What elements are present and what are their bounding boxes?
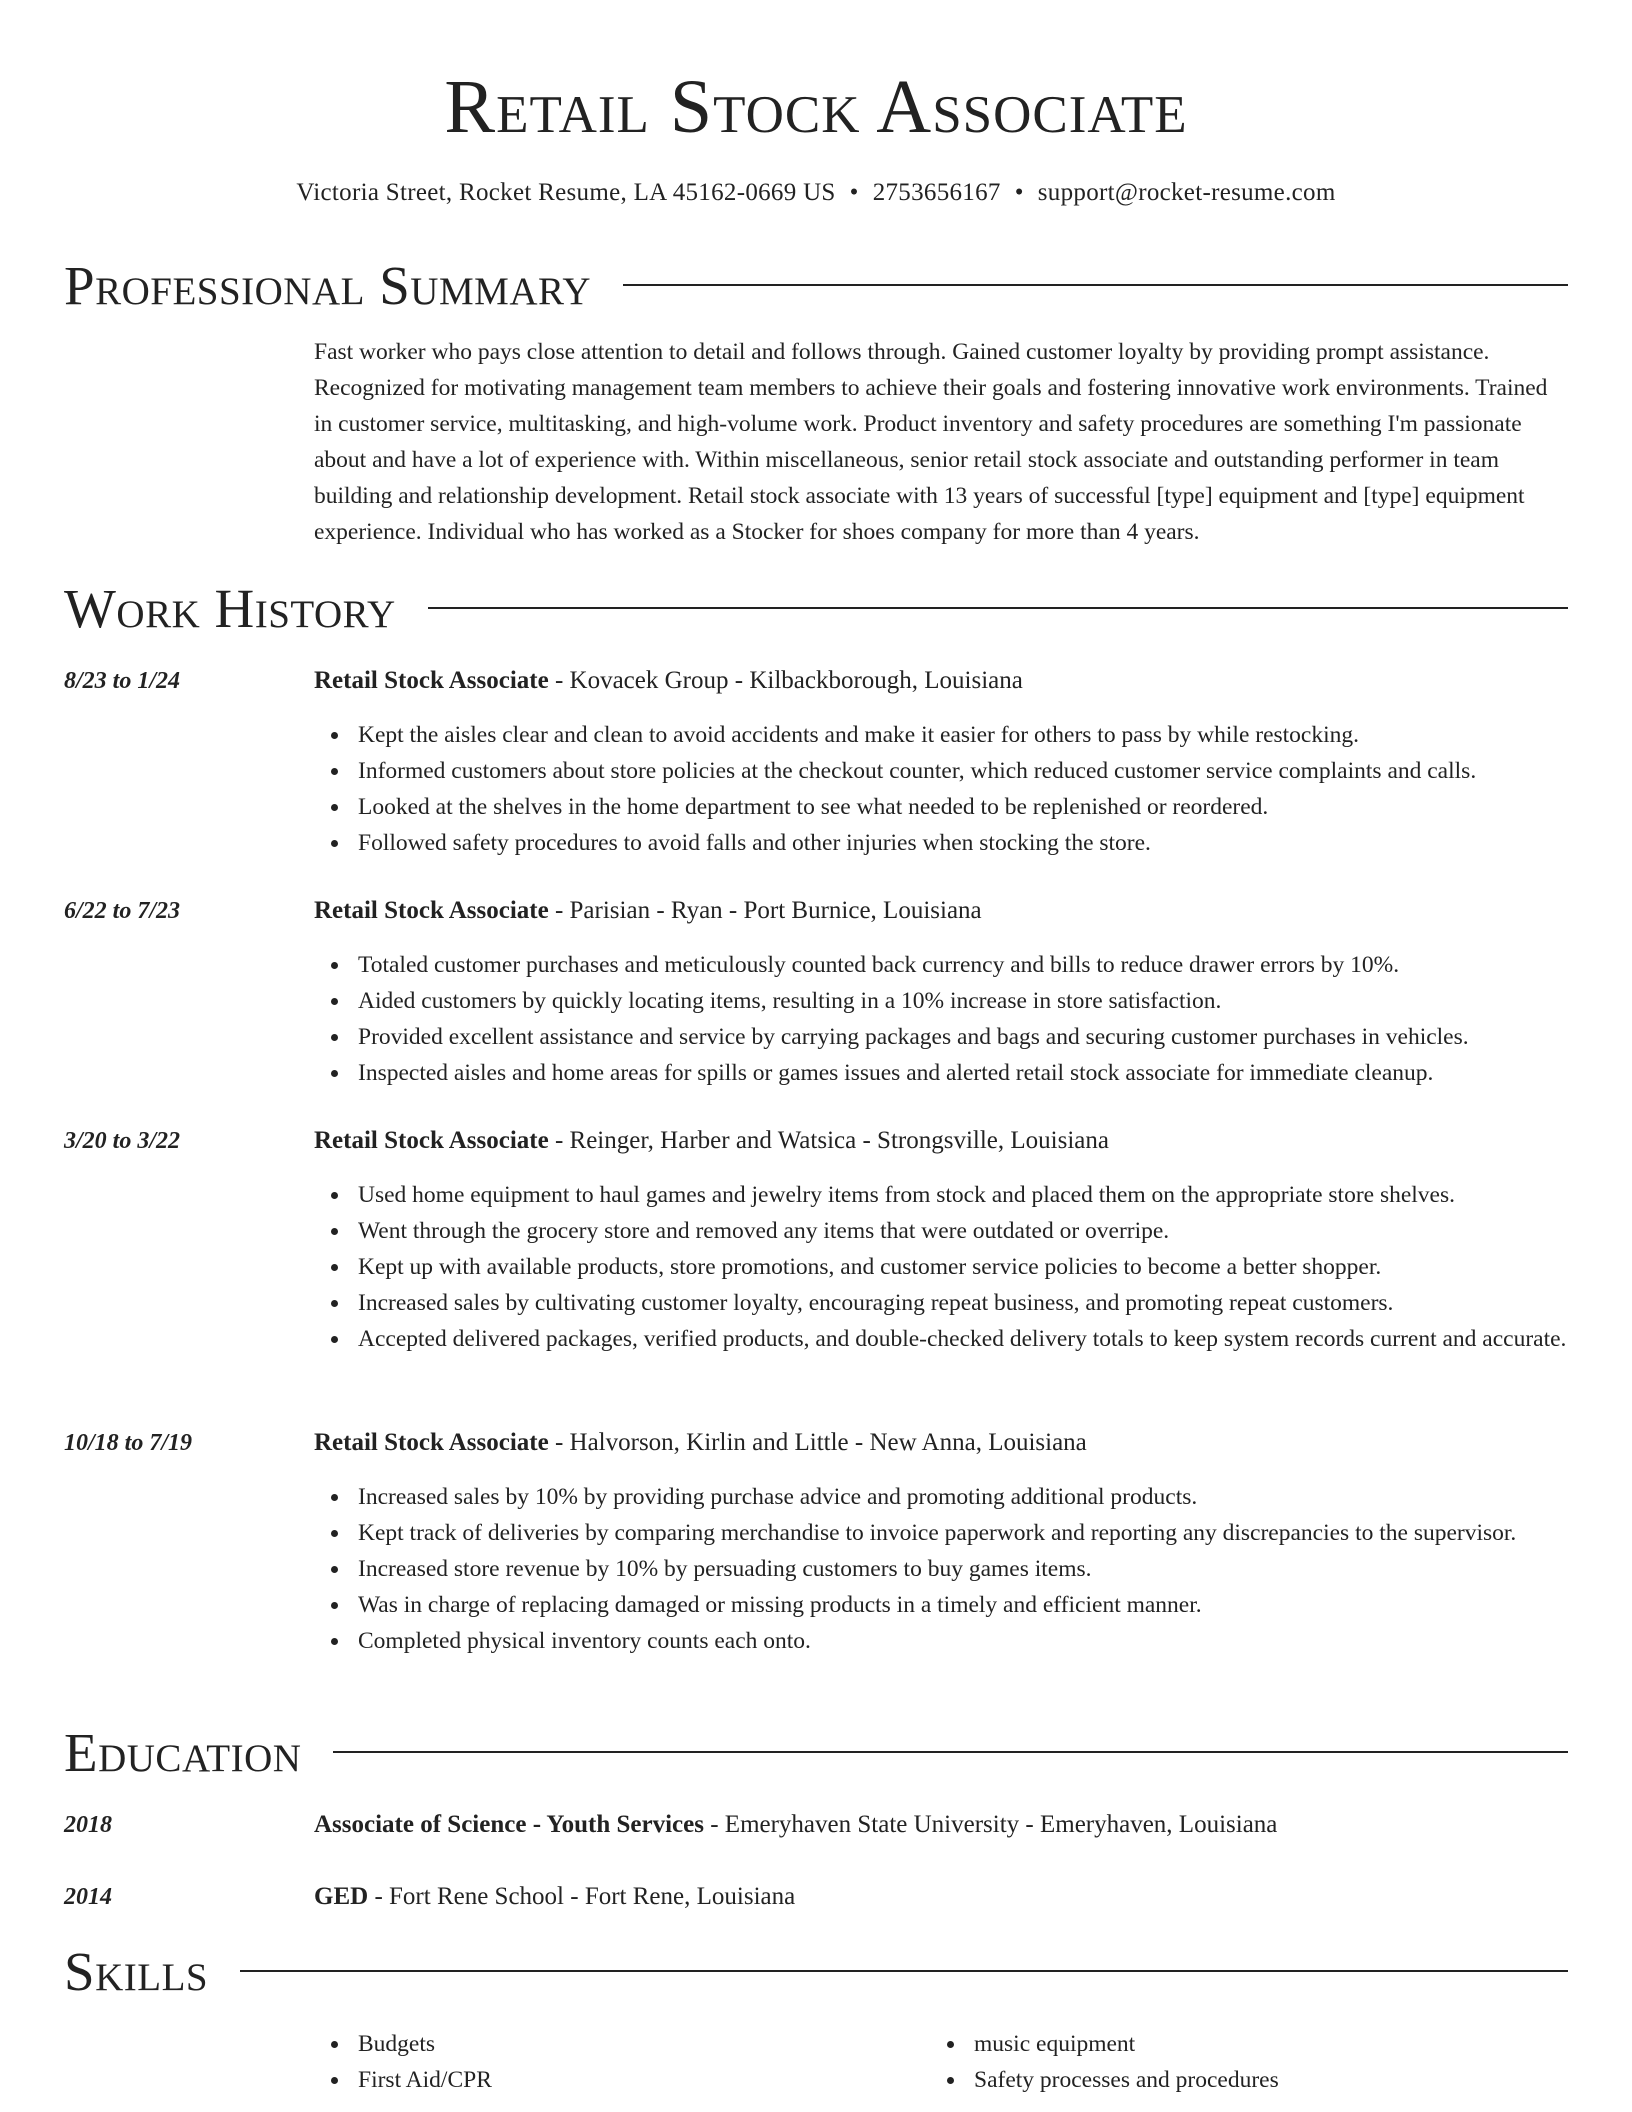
email-address: support@rocket-resume.com [1037, 179, 1336, 206]
job-title: Retail Stock Associate [314, 1127, 549, 1154]
work-history-section [64, 575, 1568, 1654]
list-item: Informed customers about store policies at the checkout counter, which reduced customer service complaints and calls. [358, 753, 1570, 789]
education-section [64, 1719, 1568, 1910]
section-title: Skills [64, 1941, 209, 2002]
list-item: Increased store revenue by 10% by persuading customers to buy games items. [358, 1551, 1570, 1587]
job-employer: - Reinger, Harber and Watsica - Strongsville, Louisiana [548, 1127, 1109, 1154]
job-dates: 8/23 to 1/24 [64, 668, 181, 694]
job-heading [314, 893, 1570, 929]
job-bullets [314, 1177, 1570, 1357]
skills-list-left [314, 2026, 874, 2098]
list-item: Kept the aisles clear and clean to avoid accidents and make it easier for others to pass by while restocking. [358, 717, 1570, 753]
skills-section [64, 1938, 1568, 2093]
job-heading [314, 1425, 1570, 1461]
section-title: Professional Summary [64, 255, 592, 316]
school-details: - Fort Rene School - Fort Rene, Louisiana [368, 1883, 796, 1910]
separator-dot: • [849, 179, 859, 206]
list-item: Inspected aisles and home areas for spills or games issues and alerted retail stock associate for immediate cleanup. [358, 1055, 1570, 1091]
list-item: Used home equipment to haul games and jewelry items from stock and placed them on the appropriate store shelves. [358, 1177, 1570, 1213]
job-employer: - Kovacek Group - Kilbackborough, Louisiana [548, 667, 1023, 694]
education-heading [314, 1807, 1570, 1843]
separator-dot: • [1014, 179, 1024, 206]
job-title: Retail Stock Associate [314, 1429, 549, 1456]
list-item: Totaled customer purchases and meticulously counted back currency and bills to reduce drawer errors by 10%. [358, 947, 1570, 983]
section-header [64, 252, 1568, 320]
section-header [64, 575, 1568, 643]
list-item: Increased sales by cultivating customer loyalty, encouraging repeat business, and promoting repeat customers. [358, 1285, 1570, 1321]
job-dates: 10/18 to 7/19 [64, 1430, 193, 1456]
section-title: Education [64, 1722, 302, 1783]
section-divider [240, 1970, 1568, 1972]
education-year: 2014 [64, 1884, 112, 1910]
job-bullets [314, 717, 1570, 861]
job-employer: - Halvorson, Kirlin and Little - New Anna, Louisiana [548, 1429, 1087, 1456]
list-item: Looked at the shelves in the home department to see what needed to be replenished or reordered. [358, 789, 1570, 825]
job-employer: - Parisian - Ryan - Port Burnice, Louisiana [548, 897, 982, 924]
contact-line [0, 176, 1632, 210]
skill-item: music equipment [974, 2026, 1490, 2062]
list-item: Followed safety procedures to avoid falls and other injuries when stocking the store. [358, 825, 1570, 861]
list-item: Aided customers by quickly locating items, resulting in a 10% increase in store satisfaction. [358, 983, 1570, 1019]
job-bullets [314, 947, 1570, 1091]
skills-list-right [930, 2026, 1490, 2098]
section-divider [333, 1751, 1568, 1753]
job-dates: 6/22 to 7/23 [64, 898, 181, 924]
list-item: Accepted delivered packages, verified products, and double-checked delivery totals to keep system records current and accurate. [358, 1321, 1570, 1357]
job-title: Retail Stock Associate [314, 667, 549, 694]
section-divider [623, 284, 1568, 286]
school-details: - Emeryhaven State University - Emeryhaven, Louisiana [703, 1811, 1278, 1838]
section-header [64, 1719, 1568, 1787]
job-heading [314, 663, 1570, 699]
job-dates: 3/20 to 3/22 [64, 1128, 181, 1154]
list-item: Kept up with available products, store promotions, and customer service policies to become a better shopper. [358, 1249, 1570, 1285]
skill-item: Budgets [358, 2026, 874, 2062]
address: Victoria Street, Rocket Resume, LA 45162-0669 US [296, 179, 836, 206]
job-bullets [314, 1479, 1570, 1659]
section-title: Work History [64, 578, 396, 639]
list-item: Completed physical inventory counts each onto. [358, 1623, 1570, 1659]
job-title: Retail Stock Associate [314, 897, 549, 924]
skill-item: First Aid/CPR [358, 2062, 874, 2098]
skill-item: Safety processes and procedures [974, 2062, 1490, 2098]
section-divider [428, 607, 1568, 609]
list-item: Increased sales by 10% by providing purchase advice and promoting additional products. [358, 1479, 1570, 1515]
job-heading [314, 1123, 1570, 1159]
list-item: Kept track of deliveries by comparing merchandise to invoice paperwork and reporting any discrepancies to the supervisor. [358, 1515, 1570, 1551]
phone-number: 2753656167 [872, 179, 1001, 206]
summary-section [64, 252, 1568, 545]
education-heading [314, 1879, 1570, 1915]
list-item: Went through the grocery store and removed any items that were outdated or overripe. [358, 1213, 1570, 1249]
degree-name: Associate of Science - Youth Services [314, 1811, 704, 1838]
candidate-name: Retail Stock Associate [444, 65, 1188, 149]
summary-text: Fast worker who pays close attention to detail and follows through. Gained customer loyalty by providing prompt assistance. Recognized for motivating management team members to achieve their goals and fostering innovative work environments. Trained in customer service, multitasking, and high-volume work. Product inventory and safety procedures are something I'm passionate about and have a lot of experience with. Within miscellaneous, senior retail stock associate and outstanding performer in team building and relationship development. Retail stock associate with 13 years of successful [type] equipment and [type] equipment experience. Individual who has worked as a Stocker for shoes company for more than 4 years. [314, 339, 1548, 545]
list-item: Was in charge of replacing damaged or missing products in a timely and efficient manner. [358, 1587, 1570, 1623]
degree-name: GED [314, 1883, 369, 1910]
education-year: 2018 [64, 1812, 112, 1838]
section-header [64, 1938, 1568, 2006]
list-item: Provided excellent assistance and service by carrying packages and bags and securing customer purchases in vehicles. [358, 1019, 1570, 1055]
